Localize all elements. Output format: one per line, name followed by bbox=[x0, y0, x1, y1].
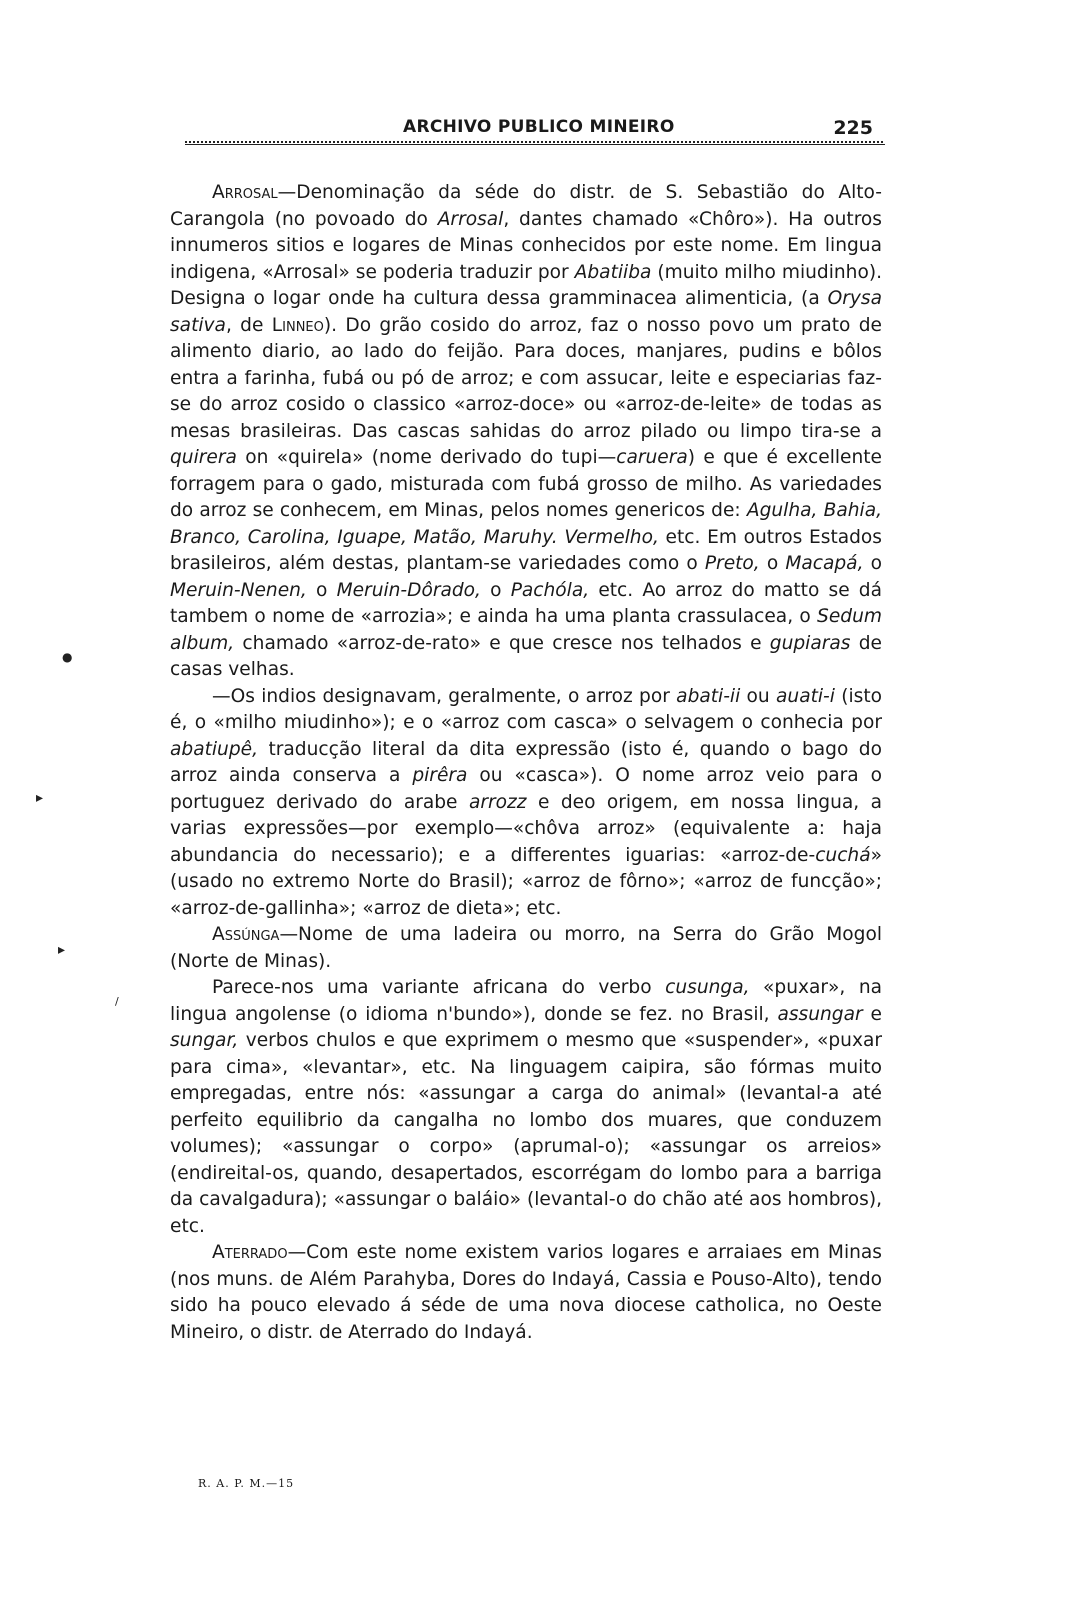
scan-speck: ● bbox=[62, 650, 73, 664]
entry-aterrado: Aterrado—Com este nome existem varios logares e arraiaes em Minas (nos muns. de Além Parahyba, Dores do Indayá, Cassia e Pouso-Alto), tendo sido ha pouco elevado á séde de uma nova diocese catholica, no Oeste Mineiro, o distr. de Aterrado do Indayá. bbox=[170, 1242, 882, 1343]
entry-arrosal: Arrosal—Denominação da séde do distr. de S. Sebastião do Alto-Carangola (no povoado do Arrosal, dantes chamado «Chôro»). Ha outros innumeros sitios e logares de Minas conhecidos por este nome. Em lingua indigena, «Arrosal» se poderia traduzir por Abatiiba (muito milho miudinho). Designa o logar onde ha cultura dessa gramminacea alimenticia, (a Orysa sativa, de Linneo). Do grão cosido do arroz, faz o nosso povo um prato de alimento diario, ao lado do feijão. Para doces, manjares, pudins e bôlos entra a farinha, fubá ou pó de arroz; e com assucar, leite e especiarias faz-se do arroz cosido o classico «arroz-doce» ou «arroz-de-leite» de todas as mesas brasileiras. Das cascas sahidas do arroz pilado ou limpo tira-se a quirera on «quirela» (nome derivado do tupi—caruera) e que é excellente forragem para o gado, misturada com fubá grosso de milho. As variedades do arroz se conhecem, em Minas, pelos nomes genericos de: Agulha, Bahia, Branco, Carolina, Iguape, Matão, Maruhy. Vermelho, etc. Em outros Estados brasileiros, além destas, plantam-se variedades como o Preto, o Macapá, o Meruin-Nenen, o Meruin-Dôrado, o Pachóla, etc. Ao arroz do matto se dá tambem o nome de «arrozia»; e ainda ha uma planta crassulacea, o Sedum album, chamado «arroz-de-rato» e que cresce nos telhados e gupiaras de casas velhas. bbox=[170, 182, 883, 680]
entry-term: Assúnga bbox=[212, 924, 280, 945]
body-text bbox=[170, 180, 882, 1346]
scan-speck: / bbox=[115, 995, 119, 1008]
page-number: 225 bbox=[833, 117, 873, 139]
entry-term: Aterrado bbox=[212, 1242, 288, 1263]
header-rule bbox=[185, 141, 885, 146]
page-header bbox=[185, 117, 885, 147]
entry-assunga-continued: Parece-nos uma variante africana do verbo cusunga, «puxar», na lingua angolense (o idioma n'bundo»), donde se fez. no Brasil, assungar e sungar, verbos chulos e que exprimem o mesmo que «suspender», «puxar para cima», «levantar», etc. Na linguagem caipira, são fórmas muito empregadas, entre nós: «assungar a carga do animal» (levantal-a até perfeito equilibrio da cangalha no lombo dos muares, que conduzem volumes); «assungar o corpo» (aprumal-o); «assungar os arreios» (endireital-os, quando, desapertados, escorrégam do lombo para a barriga da cavalgadura); «assungar o baláio» (levantal-o do chão até aos hombros), etc. bbox=[170, 977, 883, 1237]
signature-mark: R. A. P. M.—15 bbox=[198, 1477, 295, 1490]
entry-arrosal-continued: —Os indios designavam, geralmente, o arroz por abati-ii ou auati-i (isto é, o «milho miudinho»); e o «arroz com casca» o selvagem o conhecia por abatiupê, traducção literal da dita expressão (isto é, quando o bago do arroz ainda conserva a pirêra ou «casca»). O nome arroz veio para o portuguez derivado do arabe arrozz e deo origem, em nossa lingua, a varias expressões—por exemplo—«chôva arroz» (equivalente a: haja abundancia do necessario); e a differentes iguarias: «arroz-de-cuchá» (usado no extremo Norte do Brasil); «arroz de fôrno»; «arroz de funcção»; «arroz-de-gallinha»; «arroz de dieta»; etc. bbox=[170, 685, 883, 919]
entry-assunga: Assúnga—Nome de uma ladeira ou morro, na Serra do Grão Mogol (Norte de Minas). bbox=[170, 924, 882, 972]
entry-term: Arrosal bbox=[212, 182, 278, 203]
scan-speck: ▸ bbox=[36, 790, 44, 806]
scan-speck: ▸ bbox=[58, 942, 66, 958]
running-title: ARCHIVO PUBLICO MINEIRO bbox=[403, 117, 675, 137]
